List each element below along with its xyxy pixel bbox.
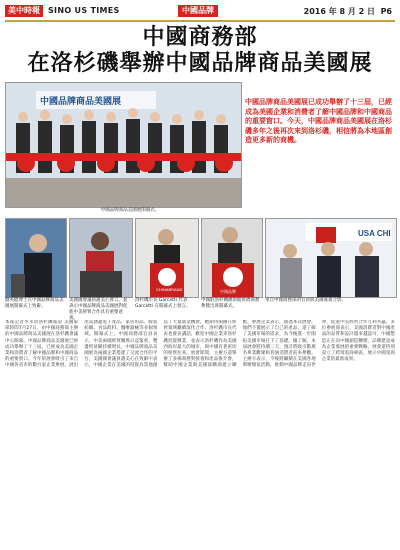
main-photo-caption: 中國品牌商品美國展開幕式。: [100, 208, 160, 213]
headline-line2: 在洛杉磯舉辦中國品牌商品美國展: [27, 51, 373, 76]
photo-caption-1: 劉英健博士在中國品牌商品美國展開幕式上致辭。: [5, 298, 64, 309]
banner-text: 中國品牌商品美國展: [40, 96, 122, 106]
speaker-photo-3: [135, 218, 199, 298]
newspaper-logo: 美中時報: [5, 5, 43, 17]
podium-sign-text-2: 中國品牌: [220, 289, 236, 294]
photo-caption-4: 中國駐洛杉磯總領館經濟商務參贊出席開幕式。: [201, 298, 260, 309]
headline-line1: 中國商務部: [142, 25, 258, 50]
speaker-photo-1: [5, 218, 67, 298]
backdrop-text: USA CHI: [358, 229, 391, 238]
page-number: P6: [380, 7, 392, 16]
intro-paragraph: 中國品牌商品美國展已成功舉辦了十三屆，已經成為美國企業和消費者了解中國品牌和中國商品的重要窗口。今天，中國品牌商品美國展在洛杉磯多年之後再次來到洛杉磯，相信將為本地區創造更多新的商機。: [245, 98, 392, 144]
speaker-photo-2: [69, 218, 133, 298]
article-body: 本報記者李永清洛杉磯報道 美國東部時間7月27日，由中國商務部主辦的中國品牌商品美國展在洛杉磯會議中心開幕。中國品牌商品美國展已經成功舉辦了十三屆，已經成為美國企業和消費者了解中國品牌和中國商品的重要窗口。今年的展會吸引了來自中國各省市的數百家企業參展，展出產品涵蓋電子產品、家居用品、服裝紡織、食品飲料、醫療器械等多個領域。開幕式上，中國商務部官員表示，中美兩國經貿關係日益緊密，雙邊貿易額持續增長，中國品牌商品美國展為兩國企業搭建了交流合作的平台。美國國會議員趙美心在致辭中表示，中國企業在美國的投資為當地創造了大量就業機會，她期待兩國在經貿領域繼續深化合作。洛杉磯市長代表也發表講話，歡迎中國企業來洛杉磯投資興業，並表示洛杉磯作為美國西海岸最大的城市，與中國有著密切的經貿往來。展會期間，主辦方還舉辦了多場商務對接會和產品推介會，幫助中國企業與美國採購商建立聯繫。參展企業表示，通過本次展會，他們不僅展示了自己的產品，還了解了美國市場的需求，為今後進一步開拓美國市場打下了基礎。據了解，本屆展會將持續三天，預計將吸引數萬名專業觀眾和普通消費者前來參觀。主辦方表示，今後將繼續在美國各地舉辦類似活動，推動中國品牌走向世界，促進中美經貿合作互利共贏。多位參展商表示，美國消費者對中國產品的品質和設計越來越認可，中國製造正在向中國創造轉變，品牌建設成為企業發展的重要戰略。展會還特別設立了跨境電商專區，展示中國電商企業的最新成果。: [5, 320, 395, 369]
section-label: 中國品牌: [178, 5, 218, 17]
photo-caption-5: 來自中國商務部的官員與美國嘉賓合影。: [265, 298, 346, 303]
publication-name: SINO US TIMES: [48, 6, 120, 15]
photo-caption-2: 美國國會議員趙美心發言，並表示中國品牌商品美國展對促進中美經貿合作具有重要意義。: [69, 298, 128, 321]
header-rule: [5, 20, 395, 22]
main-photo: [5, 82, 242, 208]
issue-date: 2016 年 8 月 2 日 P6: [303, 7, 392, 16]
masthead: [0, 0, 400, 22]
photo-caption-3: 洛杉磯市長 Garcetti 代表 Garcetti 在開幕式上發言。: [135, 298, 191, 309]
ribbon-cutting-photo: [6, 83, 241, 207]
speaker-photo-4: [201, 218, 263, 298]
podium-sign-text: CHINABRAND: [156, 287, 183, 292]
group-photo: [265, 218, 397, 298]
